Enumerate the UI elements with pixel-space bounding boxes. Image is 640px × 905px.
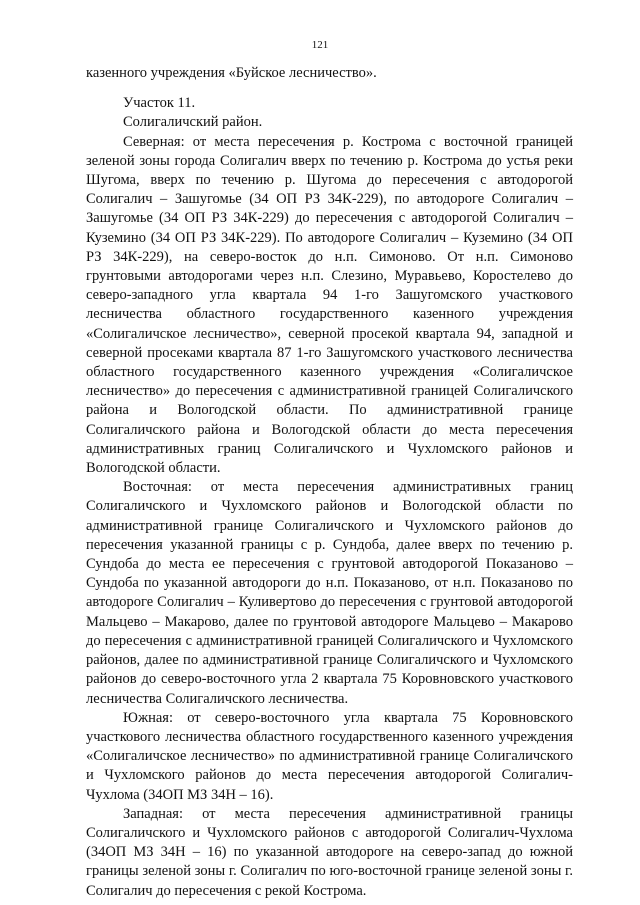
section-title: Участок 11. [123, 95, 196, 112]
paragraph-gap [86, 83, 573, 94]
page-number: 121 [311, 39, 329, 51]
east-boundary-paragraph: Восточная: от места пересечения административных границ Солигаличского и Чухломского районов и Вологодской области по административной границе Солигаличского и Чухломского районов до пересечения указанной границы с р. Сундоба, далее вверх по течению р. Сундоба до места ее пересечения с грунтовой автодорогой Показаново – Сундоба по указанной автодороги до н.п. Показаново, от н.п. Показаново по автодороге Солигалич – Куливертово до пересечения с грунтовой автодорогой Мальцево – Макарово, далее по грунтовой автодороге Мальцево – Макарово до пересечения с административной границей Солигаличского и Чухломского районов, далее по административной границе Солигаличского и Чухломского районов до северо-восточного угла 2 квартала 75 Коровновского участкового лесничества Солигаличского лесничества. [86, 479, 573, 707]
south-boundary-paragraph: Южная: от северо-восточного угла квартала 75 Коровновского участкового лесничества областного государственного казенного учреждения «Солигаличское лесничество» по административной границе Солигаличского и Чухломского районов до места пересечения автодорогой Солигалич-Чухлома (34ОП МЗ 34Н – 16). [86, 709, 573, 803]
west-boundary-paragraph: Западная: от места пересечения административной границы Солигаличского и Чухломского районов с автодорогой Солигалич-Чухлома (34ОП МЗ 34Н – 16) по указанной автодороге на северо-запад до южной границы зеленой зоны г. Солигалич по юго-восточной границе зеленой зоны г. Солигалич до пересечения с рекой Кострома. [86, 805, 573, 899]
north-boundary-paragraph: Северная: от места пересечения р. Кострома с восточной границей зеленой зоны города Солигалич вверх по течению р. Кострома до устья реки Шугома, вверх по течению р. Шугома до пересечения с автодорогой Солигалич – Зашугомье (34 ОП РЗ 34К-229), по автодороге Солигалич – Зашугомье (34 ОП РЗ 34К-229) до пересечения с автодорогой Солигалич – Куземино (34 ОП РЗ 34К-229). По автодороге Солигалич – Куземино (34 ОП РЗ 34К-229), на северо-восток до н.п. Симоново. От н.п. Симоново грунтовыми автодорогами через н.п. Слезино, Муравьево, Коростелево до северо-западного угла квартала 94 1-го Зашугомского участкового лесничества областного государственного казенного учреждения «Солигаличское лесничество», северной просекой квартала 94, западной и северной просеками квартала 87 1-го Зашугомского участкового лесничества областного государственного казенного учреждения «Солигаличское лесничество» до пересечения с административной границей Солигаличского района и Вологодской области. По административной границе Солигаличского района и Вологодской области до места пересечения административных границ Солигаличского и Чухломского районов и Вологодской области. [86, 133, 573, 477]
document-body [86, 64, 573, 901]
continuation-text: казенного учреждения «Буйское лесничество». [86, 65, 377, 81]
district-name: Солигаличский район. [123, 114, 263, 131]
